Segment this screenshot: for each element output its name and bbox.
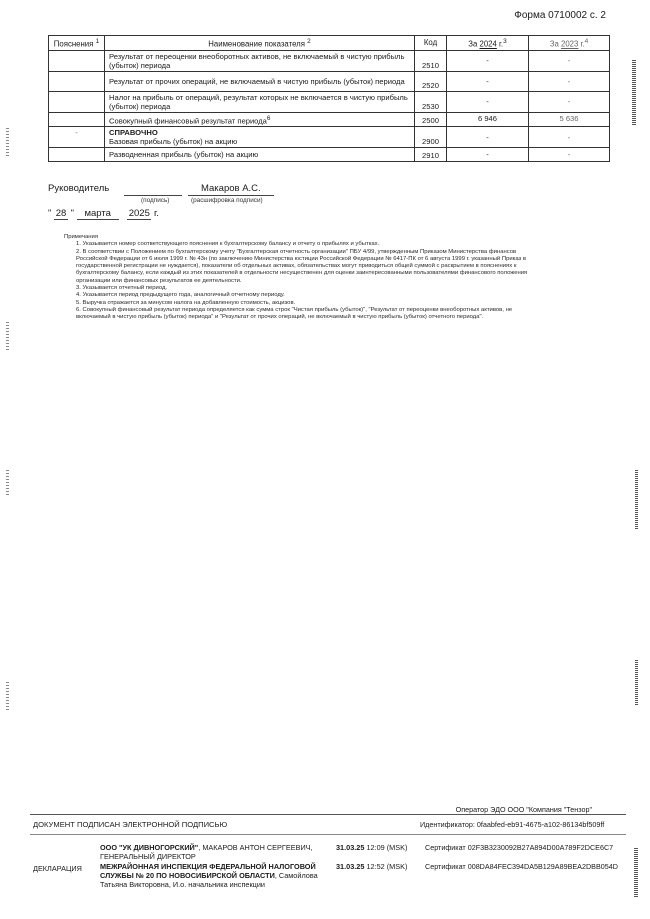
header-previous-period: За 2023 г.$^4$ (529, 36, 610, 51)
table-row (49, 91, 610, 112)
row-code: 2530 (415, 91, 447, 112)
scan-margin-speck (6, 322, 9, 352)
row-code: 2900 (415, 127, 447, 148)
edo-operator: Оператор ЭДО ООО "Компания "Тензор" (455, 805, 592, 814)
row-code: 2910 (415, 148, 447, 162)
table-row (49, 148, 610, 162)
footnote-item: 3. Указывается отчетный период. (76, 285, 168, 292)
row-name: Разводненная прибыль (убыток) на акцию (105, 148, 415, 162)
row-current-value: - (447, 148, 529, 162)
edo-signed-label: ДОКУМЕНТ ПОДПИСАН ЭЛЕКТРОННОЙ ПОДПИСЬЮ (33, 820, 228, 829)
row-name: Результат от прочих операций, не включаемый в чистую прибыль (убыток) периода (105, 71, 415, 91)
edo-separator (30, 834, 626, 835)
row-current-value: 6 946 (447, 112, 529, 127)
scan-margin-mark (632, 60, 636, 126)
row-ref: - (49, 127, 105, 148)
date-year: 2025 (128, 208, 150, 219)
table-row (49, 71, 610, 91)
scan-margin-speck (6, 128, 9, 156)
table-row (49, 50, 610, 71)
row-ref (49, 91, 105, 112)
signatory-title: Руководитель (48, 183, 110, 194)
date-day: 28 (55, 208, 67, 219)
footnotes-heading: Примечания (64, 234, 99, 240)
signer-1-certificate: Сертификат 02F3B3230092B27A894D00A789F2DCE6C7 (425, 843, 614, 852)
row-current-value: - (447, 71, 529, 91)
row-previous-value: 5 636 (529, 112, 610, 127)
scan-margin-speck (6, 682, 9, 712)
footnote-item: 2. В соответствии с Положением по бухгалтерскому учету "Бухгалтерская отчетность организации" ПБУ 4/99, утвержденным Приказом Министерства финансов Российской Федерации от 6 июля 1999 г. № 43н (по заключению Министерства юстиции Российской Федерации № 6417-ПК от 6 августа 1999 г. указанный Приказ в государственной регистрации не нуждается), показатели об отдельных активах, обязательствах могут приводиться общей суммой с раскрытием в пояснениях к бухгалтерскому балансу, если каждый из этих показателей в отдельности несущественен для оценки заинтересованными пользователями финансового положения организации или финансовых результатов ее деятельности. (76, 248, 528, 284)
row-previous-value: - (529, 148, 610, 162)
signer-2-date: 31.03.25 12:52 (MSK) (336, 862, 408, 871)
row-previous-value: - (529, 127, 610, 148)
footnote-item: 1. Указывается номер соответствующего пояснения к бухгалтерскому балансу и отчету о прибылях и убытках. (76, 241, 380, 248)
signer-2-party: МЕЖРАЙОННАЯ ИНСПЕКЦИЯ ФЕДЕРАЛЬНОЙ НАЛОГОВОЙ СЛУЖБЫ № 20 ПО НОВОСИБИРСКОЙ ОБЛАСТИ, Самойлова Татьяна Викторовна, И.о. начальника инспекции (100, 862, 318, 889)
signer-1-date: 31.03.25 12:09 (MSK) (336, 843, 408, 852)
row-current-value: - (447, 91, 529, 112)
name-hint: (расшифровка подписи) (191, 197, 263, 204)
date-month: марта (77, 208, 119, 220)
header-ref: Пояснения $^1$ (49, 36, 105, 51)
form-code: Форма 0710002 с. 2 (514, 10, 606, 21)
edo-identifier: Идентификатор: 0faabfed-eb91-4675-a102-86134bf509ff (420, 820, 605, 829)
row-name: СПРАВОЧНО Базовая прибыль (убыток) на акцию (105, 127, 415, 148)
scan-margin-speck (6, 470, 9, 496)
row-previous-value: - (529, 50, 610, 71)
row-current-value: - (447, 50, 529, 71)
row-code: 2510 (415, 50, 447, 71)
table-header-row (49, 36, 610, 51)
footnotes (64, 234, 534, 322)
signature-line (124, 195, 182, 196)
row-current-value: - (447, 127, 529, 148)
row-name: Налог на прибыль от операций, результат которых не включается в чистую прибыль (убыток) периода (105, 91, 415, 112)
row-name: Совокупный финансовый результат периода$^6$ (105, 112, 415, 127)
signatory-name: Макаров А.С. (201, 183, 261, 194)
financial-results-table (48, 35, 610, 162)
row-previous-value: - (529, 91, 610, 112)
edo-top-line (30, 814, 626, 815)
row-code: 2500 (415, 112, 447, 127)
signature-date: " 28 " марта 2025 г. (48, 208, 159, 219)
row-previous-value: - (529, 71, 610, 91)
name-line (188, 195, 274, 196)
scan-margin-mark (634, 848, 638, 898)
footnote-item: 6. Совокупный финансовый результат периода определяется как сумма строк "Чистая прибыль (убыток)", "Результат от переоценки внеоборотных активов, не включаемый в чистую прибыль (убыток) периода" и "Результат от прочих операций, не включаемый в чистую прибыль (убыток) отчетного периода". (76, 306, 513, 321)
header-current-period: За 2024 г.$^3$ (447, 36, 529, 51)
signature-hint: (подпись) (141, 197, 170, 204)
signer-2-certificate: Сертификат 008DA84FEC394DA5B129A89BEA2DBB054D (425, 862, 618, 871)
header-name: Наименование показателя $^2$ (105, 36, 415, 51)
row-code: 2520 (415, 71, 447, 91)
document-type-label: ДЕКЛАРАЦИЯ (33, 864, 82, 873)
scan-margin-mark (635, 470, 638, 530)
table-row (49, 112, 610, 127)
signer-1-party: ООО "УК ДИВНОГОРСКИЙ", МАКАРОВ АНТОН СЕРГЕЕВИЧ, ГЕНЕРАЛЬНЫЙ ДИРЕКТОР (100, 843, 313, 861)
row-ref (49, 71, 105, 91)
scan-margin-mark (635, 660, 638, 706)
row-ref (49, 112, 105, 127)
footnote-item: 5. Выручка отражается за минусом налога на добавленную стоимость, акцизов. (76, 299, 296, 306)
row-ref (49, 148, 105, 162)
header-code: Код (415, 36, 447, 51)
footnote-item: 4. Указывается период предыдущего года, аналогичный отчетному периоду. (76, 292, 285, 299)
row-ref (49, 50, 105, 71)
row-name: Результат от переоценки внеоборотных активов, не включаемый в чистую прибыль (убыток) периода (105, 50, 415, 71)
table-row (49, 127, 610, 148)
